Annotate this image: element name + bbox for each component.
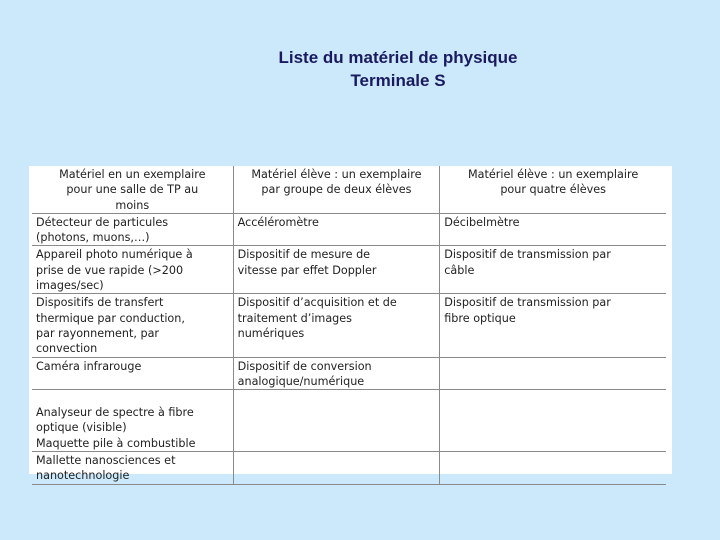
cell-line: thermique par conduction,	[36, 311, 185, 325]
slide-title	[200, 46, 596, 92]
cell-line: par rayonnement, par	[36, 326, 160, 340]
header-line: par groupe de deux élèves	[261, 183, 412, 197]
header-cell-quad-group	[440, 166, 666, 213]
table-cell	[32, 390, 233, 452]
table-cell	[440, 294, 666, 357]
cell-line: prise de vue rapide (>200	[36, 263, 184, 277]
table-cell	[233, 357, 440, 390]
table-cell-empty	[233, 390, 440, 452]
table-row	[32, 246, 666, 294]
table-cell-empty	[440, 357, 666, 390]
cell-line: vitesse par effet Doppler	[237, 263, 377, 277]
cell-line: numériques	[237, 326, 305, 340]
title-line-1: Liste du matériel de physique	[278, 48, 518, 67]
cell-line: nanotechnologie	[36, 469, 130, 483]
header-line: Matériel en un exemplaire	[59, 168, 206, 181]
cell-line: Dispositifs de transfert	[36, 296, 164, 310]
table-cell-empty	[233, 452, 440, 485]
cell-line: Décibelmètre	[444, 215, 520, 229]
cell-line: Maquette pile à combustible	[36, 436, 196, 450]
table-cell	[233, 246, 440, 294]
cell-line: Accéléromètre	[237, 215, 319, 229]
header-line: Matériel élève : un exemplaire	[251, 168, 422, 181]
cell-line: traitement d’images	[237, 311, 352, 325]
cell-line: Dispositif d’acquisition et de	[237, 296, 397, 310]
cell-line: Dispositif de transmission par	[444, 296, 611, 310]
title-line-2: Terminale S	[350, 71, 446, 90]
cell-line: optique (visible)	[36, 421, 127, 435]
cell-line: Analyseur de spectre à fibre	[36, 406, 194, 420]
table-cell	[440, 213, 666, 246]
cell-line: Appareil photo numérique à	[36, 248, 193, 262]
table-cell	[440, 246, 666, 294]
table-cell	[233, 213, 440, 246]
cell-line: images/sec)	[36, 279, 104, 293]
table-row	[32, 213, 666, 246]
cell-line: convection	[36, 342, 98, 356]
header-line: pour une salle de TP au	[66, 183, 199, 197]
table-cell	[32, 357, 233, 390]
table-header-row	[32, 166, 666, 213]
cell-line: Détecteur de particules	[36, 215, 169, 229]
header-line: moins	[115, 198, 150, 212]
cell-line: Caméra infrarouge	[36, 359, 142, 373]
table-row	[32, 390, 666, 452]
table-cell	[32, 294, 233, 357]
table-cell-empty	[440, 390, 666, 452]
cell-line: analogique/numérique	[237, 374, 365, 388]
cell-line: fibre optique	[444, 311, 516, 325]
table-row	[32, 294, 666, 357]
cell-line: Dispositif de mesure de	[237, 248, 371, 262]
cell-line: Mallette nanosciences et	[36, 454, 176, 468]
table-cell-empty	[440, 452, 666, 485]
cell-line: Dispositif de transmission par	[444, 248, 611, 262]
table-panel	[29, 166, 672, 483]
table-cell	[32, 246, 233, 294]
table-cell	[32, 213, 233, 246]
equipment-table	[32, 166, 666, 485]
table-cell	[233, 294, 440, 357]
cell-line: Dispositif de conversion	[237, 359, 372, 373]
header-cell-pair-group	[233, 166, 440, 213]
table-row	[32, 452, 666, 485]
table-cell	[32, 452, 233, 485]
cell-line: câble	[444, 263, 475, 277]
header-line: pour quatre élèves	[500, 183, 606, 197]
header-cell-single-copy	[32, 166, 233, 213]
table-row	[32, 357, 666, 390]
header-line: Matériel élève : un exemplaire	[468, 168, 639, 181]
cell-line: (photons, muons,…)	[36, 231, 150, 245]
